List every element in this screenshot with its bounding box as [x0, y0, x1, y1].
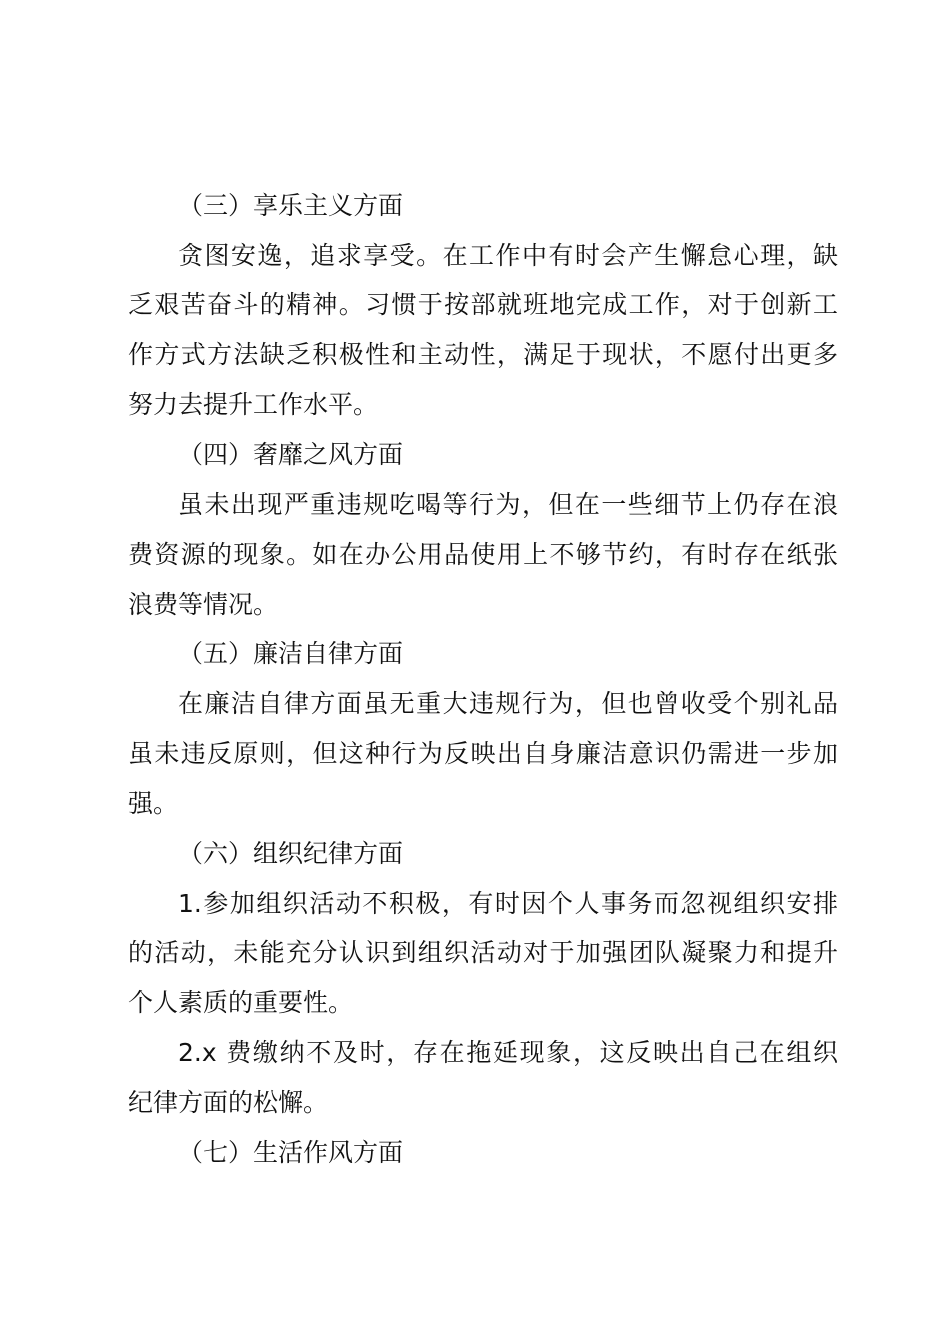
section-heading-7: （七）生活作风方面: [178, 1138, 404, 1167]
paragraph-line: 作方式方法缺乏积极性和主动性，满足于现状，不愿付出更多: [128, 340, 838, 369]
paragraph-line: 努力去提升工作水平。: [128, 390, 379, 419]
section-heading-3: （三）享乐主义方面: [178, 191, 404, 220]
section-heading-6: （六）组织纪律方面: [178, 839, 404, 868]
section-heading-5: （五）廉洁自律方面: [178, 639, 404, 668]
paragraph-line: 1.参加组织活动不积极，有时因个人事务而忽视组织安排: [178, 889, 838, 918]
paragraph-line: 的活动，未能充分认识到组织活动对于加强团队凝聚力和提升: [128, 938, 838, 967]
paragraph-line: 个人素质的重要性。: [128, 988, 354, 1017]
paragraph-line: 贪图安逸，追求享受。在工作中有时会产生懈怠心理，缺: [178, 241, 838, 270]
paragraph-line: 强。: [128, 789, 179, 818]
paragraph-line: 虽未违反原则，但这种行为反映出自身廉洁意识仍需进一步加: [128, 739, 838, 768]
paragraph-line: 2.x 费缴纳不及时，存在拖延现象，这反映出自己在组织: [178, 1038, 838, 1067]
paragraph-line: 虽未出现严重违规吃喝等行为，但在一些细节上仍存在浪: [178, 490, 838, 519]
paragraph-line: 纪律方面的松懈。: [128, 1088, 329, 1117]
paragraph-line: 乏艰苦奋斗的精神。习惯于按部就班地完成工作，对于创新工: [128, 290, 838, 319]
section-heading-4: （四）奢靡之风方面: [178, 440, 404, 469]
paragraph-line: 费资源的现象。如在办公用品使用上不够节约，有时存在纸张: [128, 540, 838, 569]
paragraph-line: 在廉洁自律方面虽无重大违规行为，但也曾收受个别礼品: [178, 689, 838, 718]
paragraph-line: 浪费等情况。: [128, 590, 279, 619]
